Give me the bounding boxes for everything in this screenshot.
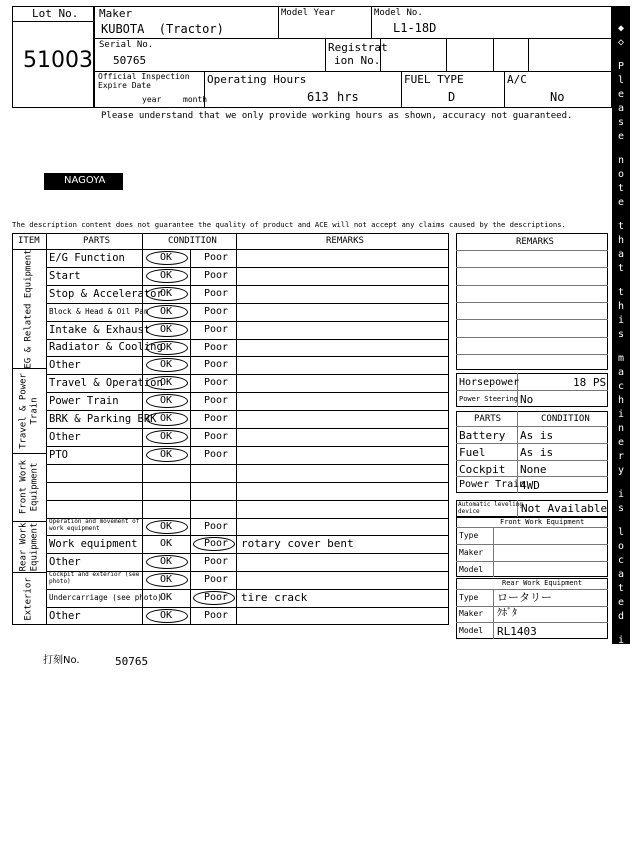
option-ok: OK [160,431,173,442]
option-poor: Poor [204,413,229,424]
selected-oval [193,591,235,605]
horsepower-value: 18 PS [573,376,607,389]
option-poor: Poor [204,270,229,281]
row-part: PTO [49,449,68,461]
cockpit-label: Cockpit [459,463,506,476]
table-row [46,500,449,518]
stamp-label: 打刻No. [43,655,80,666]
selected-oval [146,269,188,283]
option-poor: Poor [204,610,229,621]
table-row [46,428,449,446]
item-header: ITEM [18,236,40,246]
row-remark: tire crack [241,591,308,604]
rear-work-header: Rear Work Equipment [502,579,583,587]
horsepower-label: Horsepower [459,377,520,388]
front-work-header: Front Work Equipment [500,518,585,526]
row-part: E/G Function [49,252,125,264]
selected-oval [146,573,188,587]
table-row [46,356,449,374]
table-row [46,267,449,285]
right-parts-header: PARTS [474,414,502,424]
option-poor: Poor [204,377,229,388]
group-rear-work: Rear Work Equipment [18,522,40,571]
option-ok: OK [160,359,173,370]
table-row [46,607,449,625]
option-poor: Poor [204,324,229,335]
model-no-value: L1-18D [393,21,437,35]
option-poor: Poor [204,342,229,353]
row-part: Work equipment [49,538,138,550]
option-poor: Poor [204,431,229,442]
serial-label: Serial No. [99,40,154,50]
table-row [46,535,449,553]
auto-leveling-label: Automatic leveling [458,501,524,508]
row-part: Other [49,359,81,371]
selected-oval [146,305,188,319]
power-steering-value: No [520,393,534,406]
option-ok: OK [160,288,173,299]
option-ok: OK [160,342,173,353]
selected-oval [146,430,188,444]
option-poor: Poor [204,252,229,263]
fuel-value: As is [520,446,554,459]
option-poor: Poor [204,449,229,460]
registration-label: Registrat [328,41,388,54]
side-banner-text: ◆ ◇ P l e a s e n o t e t h a t t h i s m a c h i n e r y i s l o c a t e d i n N a g o y a Y a r d ◆ ◇ [617,23,625,858]
option-poor: Poor [204,288,229,299]
table-row [46,571,449,589]
remarks-header: REMARKS [326,236,364,246]
auto-leveling-label-2: device [458,508,480,515]
group-exterior: Exterior [23,576,34,621]
row-part: Undercarriage (see photo) [49,593,162,602]
option-poor: Poor [204,574,229,585]
front-type-label: Type [459,531,479,540]
table-row [46,339,449,356]
hours-value: 613 [307,90,329,104]
power-steering-label: Power Steering [459,395,519,403]
accuracy-notice: Please understand that we only provide working hours as shown, accuracy not guaranteed. [101,111,573,121]
group-eg-related: EG & Related Equipment [23,248,34,369]
option-ok: OK [160,574,173,585]
row-part: Other [49,610,81,622]
power-train-value: 4WD [520,479,540,492]
row-part: Radiator & Cooling [49,341,163,353]
option-ok: OK [160,449,173,460]
row-part: Travel & Operation [49,377,163,389]
selected-oval [146,287,188,301]
lot-number: 51003 [23,48,93,73]
row-remark: rotary cover bent [241,537,354,550]
option-ok: OK [160,252,173,263]
selected-oval [146,609,188,623]
row-part: Other [49,431,81,443]
rear-model-label: Model [459,626,484,635]
table-row [46,518,449,535]
ac-label: A/C [507,73,527,86]
ac-value: No [550,90,565,104]
selected-oval [193,537,235,551]
table-row [46,374,449,392]
registration-label-2: ion No. [334,54,381,67]
front-model-label: Model [459,565,484,574]
table-row [46,553,449,571]
row-part: Intake & Exhaust [49,324,151,336]
stamp-value: 50765 [115,655,149,668]
selected-oval [146,412,188,426]
table-row [46,589,449,607]
table-row [46,249,449,267]
right-condition-header: CONDITION [541,414,590,424]
model-year-label: Model Year [281,8,336,18]
table-row [46,303,449,321]
group-front-work: Front Work Equipment [18,459,40,515]
option-ok: OK [160,306,173,317]
option-ok: OK [160,324,173,335]
rear-type-label: Type [459,593,479,602]
maker-value: KUBOTA (Tractor) [101,22,224,36]
option-ok: OK [160,556,173,567]
battery-value: As is [520,429,554,442]
selected-oval [146,376,188,390]
option-ok: OK [160,377,173,388]
option-ok: OK [160,538,173,549]
rear-maker-label: Maker [459,609,484,618]
inspection-label: Official Inspection [98,72,190,81]
selected-oval [146,341,188,355]
cockpit-value: None [520,463,547,476]
option-poor: Poor [204,306,229,317]
parts-header: PARTS [83,236,111,246]
table-row [46,410,449,428]
selected-oval [146,323,188,337]
selected-oval [146,448,188,462]
row-part: Other [49,556,81,568]
table-row [46,482,449,500]
option-poor: Poor [204,538,229,549]
option-poor: Poor [204,359,229,370]
selected-oval [146,251,188,265]
inspection-label-2: Expire Date [98,81,151,90]
front-maker-label: Maker [459,548,484,557]
option-ok: OK [160,413,173,424]
month-label: month [183,95,208,104]
option-ok: OK [160,270,173,281]
option-ok: OK [160,521,173,532]
row-part: Cockpit and exterior (see photo) [49,571,140,585]
battery-label: Battery [459,429,506,442]
option-ok: OK [160,395,173,406]
fuel-label: Fuel [459,446,486,459]
auto-leveling-value: Not Available [521,502,608,515]
row-part: Stop & Accelerator [49,288,163,300]
option-poor: Poor [204,395,229,406]
row-part: Start [49,270,81,282]
year-label: year [142,95,162,104]
hours-label: Operating Hours [207,73,307,86]
option-ok: OK [160,610,173,621]
condition-header: CONDITION [168,236,217,246]
selected-oval [146,358,188,372]
group-travel-power-train: Travel & Power Train [18,372,40,449]
lot-label: Lot No. [32,7,79,20]
maker-label: Maker [99,7,133,20]
location-badge-text: NAGOYA [64,175,106,186]
option-ok: OK [160,592,173,603]
table-row [46,321,449,339]
row-part: BRK & Parking BRK [49,413,157,425]
table-row [46,464,449,482]
rear-type-value: ロータリー [497,591,552,604]
row-part: Block & Head & Oil Pan [49,307,149,316]
row-part: Power Train [49,395,119,407]
fuel-type-label: FUEL TYPE [404,73,464,86]
option-poor: Poor [204,556,229,567]
model-no-label: Model No. [374,8,423,18]
hours-unit: hrs [337,90,359,104]
selected-oval [146,394,188,408]
power-train-label: Power Train [459,479,526,490]
fuel-type-value: D [448,90,456,104]
rear-model-value: RL1403 [497,625,537,638]
selected-oval [146,520,188,534]
row-part: Operation and movement of work equipment [49,518,140,532]
serial-value: 50765 [113,54,147,67]
rear-maker-value: ｸﾎﾞﾀ [497,608,517,619]
selected-oval [146,555,188,569]
table-row [46,446,449,464]
table-row [46,392,449,410]
right-remarks-header: REMARKS [516,237,554,247]
option-poor: Poor [204,592,229,603]
table-row [46,285,449,303]
disclaimer: The description content does not guarantee the quality of product and ACE will not accept any claims caused by the descriptions. [12,220,566,229]
option-poor: Poor [204,521,229,532]
